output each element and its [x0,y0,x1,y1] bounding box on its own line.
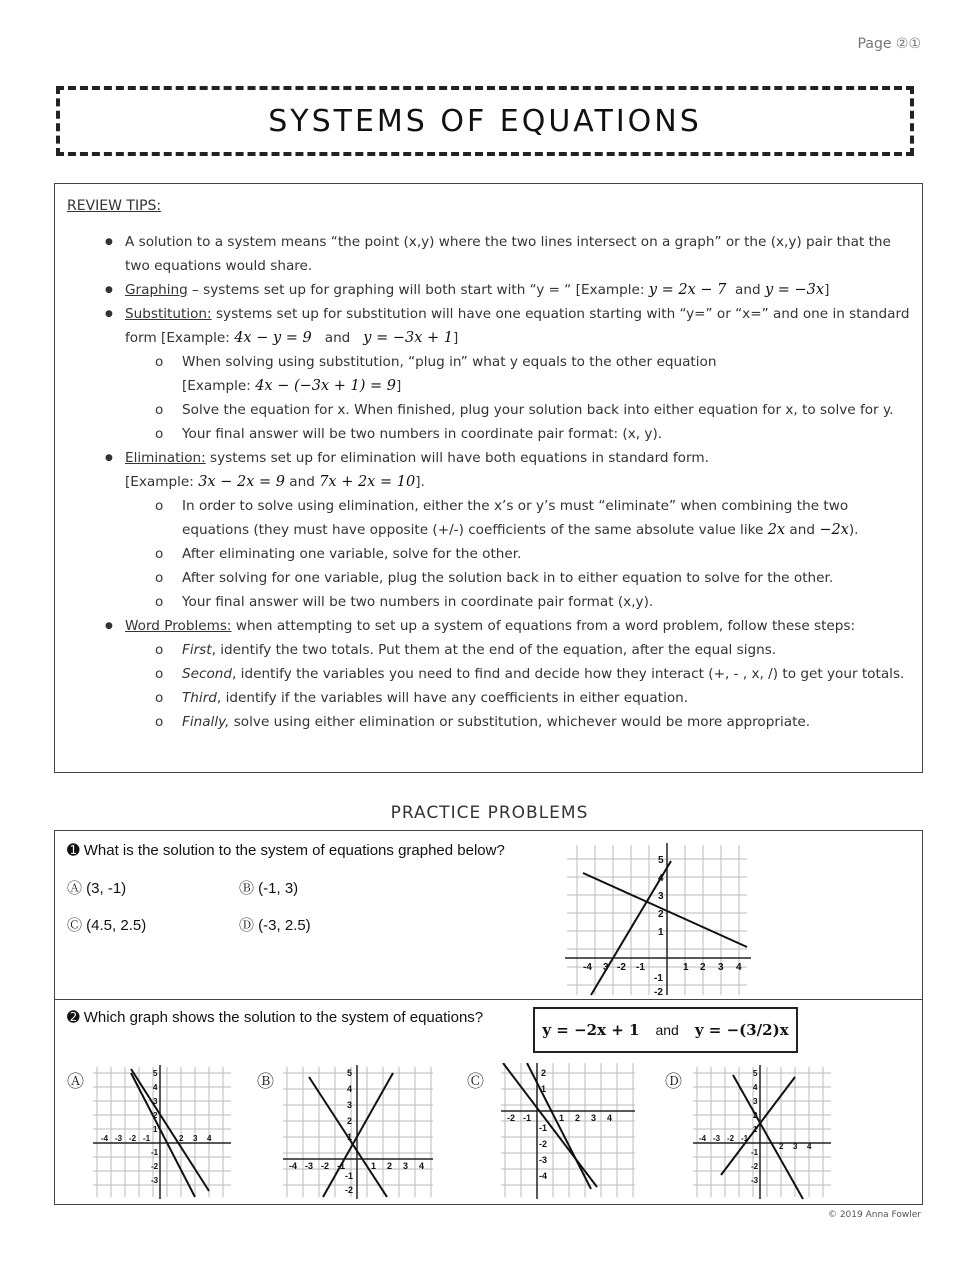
svg-text:1: 1 [559,1113,565,1123]
q2-label-b[interactable]: Ⓑ [257,1072,274,1091]
title-box [56,86,914,156]
svg-text:2: 2 [658,909,664,920]
tip-word-problems: ● Word Problems: when attempting to set up a system of equations from a word problem, follow these steps: [67,614,910,638]
svg-text:1: 1 [153,1125,158,1134]
q1-choice-c[interactable]: Ⓒ (4.5, 2.5) [67,917,147,934]
svg-text:-2: -2 [345,1185,354,1195]
svg-text:4: 4 [347,1084,353,1094]
svg-text:4: 4 [658,873,664,884]
sub-step-3: o Your final answer will be two numbers in coordinate pair format: (x, y). [67,422,910,446]
copyright: © 2019 Anna Fowler [827,1210,921,1220]
svg-text:5: 5 [658,855,664,866]
svg-text:-1: -1 [741,1134,749,1143]
svg-text:-2: -2 [151,1162,159,1171]
word-step-3: o Third, identify if the variables will have any coefficients in either equation. [67,686,910,710]
svg-text:2: 2 [153,1111,158,1120]
svg-text:-1: -1 [539,1123,548,1133]
q2-label-c[interactable]: Ⓒ [467,1072,484,1091]
q2-and: and [655,1022,679,1038]
q2-equations [533,1007,798,1053]
svg-text:1: 1 [683,962,689,973]
svg-text:3: 3 [753,1097,758,1106]
svg-text:1: 1 [541,1084,547,1094]
svg-text:3: 3 [591,1113,597,1123]
practice-title: PRACTICE PROBLEMS [390,803,589,823]
svg-text:-4: -4 [539,1171,548,1181]
svg-text:3: 3 [153,1097,158,1106]
svg-text:3: 3 [793,1142,798,1151]
svg-text:-4: -4 [583,962,592,973]
svg-text:-2: -2 [617,962,626,973]
word-step-1: o First, identify the two totals. Put them at the end of the equation, after the equal signs. [67,638,910,662]
question-1: ➊ What is the solution to the system of equations graphed below? [67,842,505,859]
svg-text:4: 4 [419,1161,425,1171]
svg-text:-3: -3 [751,1176,759,1185]
svg-text:1: 1 [347,1132,353,1142]
q1-choice-d[interactable]: Ⓓ (-3, 2.5) [239,917,311,934]
elim-step-3: o After solving for one variable, plug the solution back in to either equation to solve for the other. [67,566,910,590]
page-number: Page ②① [857,36,921,52]
svg-text:-4: -4 [289,1161,298,1171]
q2-graph-d[interactable] [691,1063,835,1201]
svg-text:-4: -4 [101,1134,109,1143]
question-2: ➋ Which graph shows the solution to the system of equations? [67,1009,484,1026]
word-step-2: o Second, identify the variables you need to find and decide how they interact (+, - , x, /) to get your totals. [67,662,910,686]
svg-text:4: 4 [736,962,742,973]
svg-text:-3: -3 [115,1134,123,1143]
svg-text:-1: -1 [636,962,645,973]
svg-text:-3: -3 [539,1155,548,1165]
svg-text:-2: -2 [129,1134,137,1143]
elim-step-1: o In order to solve using elimination, either the x’s or y’s must “eliminate” when combining the two equations (they must have opposite (+/-) coefficients of the same absolute value like 2x and −2x). [67,494,910,542]
tip-graphing: ● Graphing – systems set up for graphing will both start with “y = “ [Example: y = 2x − 7 and y = −3x] [67,278,910,302]
svg-text:4: 4 [153,1083,158,1092]
q1-choice-b[interactable]: Ⓑ (-1, 3) [239,880,299,897]
svg-text:3: 3 [718,962,724,973]
review-tips-box [54,183,923,773]
svg-text:1: 1 [753,1125,758,1134]
svg-text:2: 2 [700,962,706,973]
q2-graph-c[interactable] [499,1063,639,1201]
page-title: SYSTEMS OF EQUATIONS [268,103,702,139]
svg-text:3: 3 [347,1100,353,1110]
svg-text:4: 4 [207,1134,212,1143]
svg-text:-2: -2 [321,1161,330,1171]
practice-box [54,830,923,1205]
svg-text:-2: -2 [539,1139,548,1149]
q2-eq2: y = −(3/2)x [694,1021,789,1039]
svg-text:2: 2 [387,1161,393,1171]
svg-text:2: 2 [575,1113,581,1123]
svg-text:5: 5 [153,1069,158,1078]
svg-text:2: 2 [179,1134,184,1143]
svg-text:3: 3 [603,962,609,973]
svg-text:5: 5 [753,1069,758,1078]
q2-graph-a[interactable] [91,1063,235,1201]
svg-text:2: 2 [541,1068,547,1078]
svg-text:-3: -3 [305,1161,314,1171]
svg-text:-3: -3 [151,1176,159,1185]
svg-text:4: 4 [807,1142,812,1151]
svg-text:-2: -2 [507,1113,516,1123]
svg-text:-1: -1 [523,1113,532,1123]
svg-text:-2: -2 [727,1134,735,1143]
word-step-4: o Finally, solve using either elimination or substitution, whichever would be more appropriate. [67,710,910,734]
tip-substitution: ● Substitution: systems set up for substitution will have one equation starting with “y=” or “x=” and one in standard form [Example: 4x − y = 9 and y = −3x + 1] [67,302,910,350]
svg-text:-3: -3 [713,1134,721,1143]
sub-step-2: o Solve the equation for x. When finished, plug your solution back into either equation for x, to solve for y. [67,398,910,422]
review-list [67,230,910,734]
svg-text:3: 3 [403,1161,409,1171]
review-heading: REVIEW TIPS: [67,198,162,214]
svg-text:-2: -2 [654,987,663,997]
tip-elimination: ● Elimination: systems set up for elimination will have both equations in standard form. [Example: 3x − 2x = 9 and 7x + 2x = 10]. [67,446,910,494]
svg-text:-1: -1 [151,1148,159,1157]
svg-text:4: 4 [753,1083,758,1092]
svg-text:2: 2 [779,1142,784,1151]
sub-step-1: o When solving using substitution, “plug in” what y equals to the other equation [Example: 4x − (−3x + 1) = 9] [67,350,910,398]
q2-label-a[interactable]: Ⓐ [67,1072,84,1091]
svg-text:-1: -1 [751,1148,759,1157]
elim-step-4: o Your final answer will be two numbers in coordinate pair format (x,y). [67,590,910,614]
svg-text:2: 2 [753,1111,758,1120]
elim-step-2: o After eliminating one variable, solve for the other. [67,542,910,566]
svg-text:1: 1 [658,927,664,938]
svg-text:-1: -1 [337,1161,346,1171]
svg-text:-1: -1 [143,1134,151,1143]
svg-text:-4: -4 [699,1134,707,1143]
tip-solution: ● A solution to a system means “the point (x,y) where the two lines intersect on a graph” or the (x,y) pair that the two equations would share. [67,230,910,278]
svg-text:5: 5 [347,1068,353,1078]
svg-text:3: 3 [658,891,664,902]
q2-label-d[interactable]: Ⓓ [665,1072,682,1091]
svg-text:2: 2 [347,1116,353,1126]
svg-text:-1: -1 [345,1171,354,1181]
q2-eq1: y = −2x + 1 [542,1021,640,1039]
svg-text:3: 3 [193,1134,198,1143]
svg-text:4: 4 [607,1113,613,1123]
svg-text:-1: -1 [654,973,663,984]
svg-text:1: 1 [371,1161,377,1171]
q1-choice-a[interactable]: Ⓐ (3, -1) [67,880,127,897]
sub-and: and [324,330,351,346]
svg-text:-2: -2 [751,1162,759,1171]
q1-graph [561,839,757,997]
q2-graph-b[interactable] [281,1063,435,1201]
question-divider [55,999,922,1000]
